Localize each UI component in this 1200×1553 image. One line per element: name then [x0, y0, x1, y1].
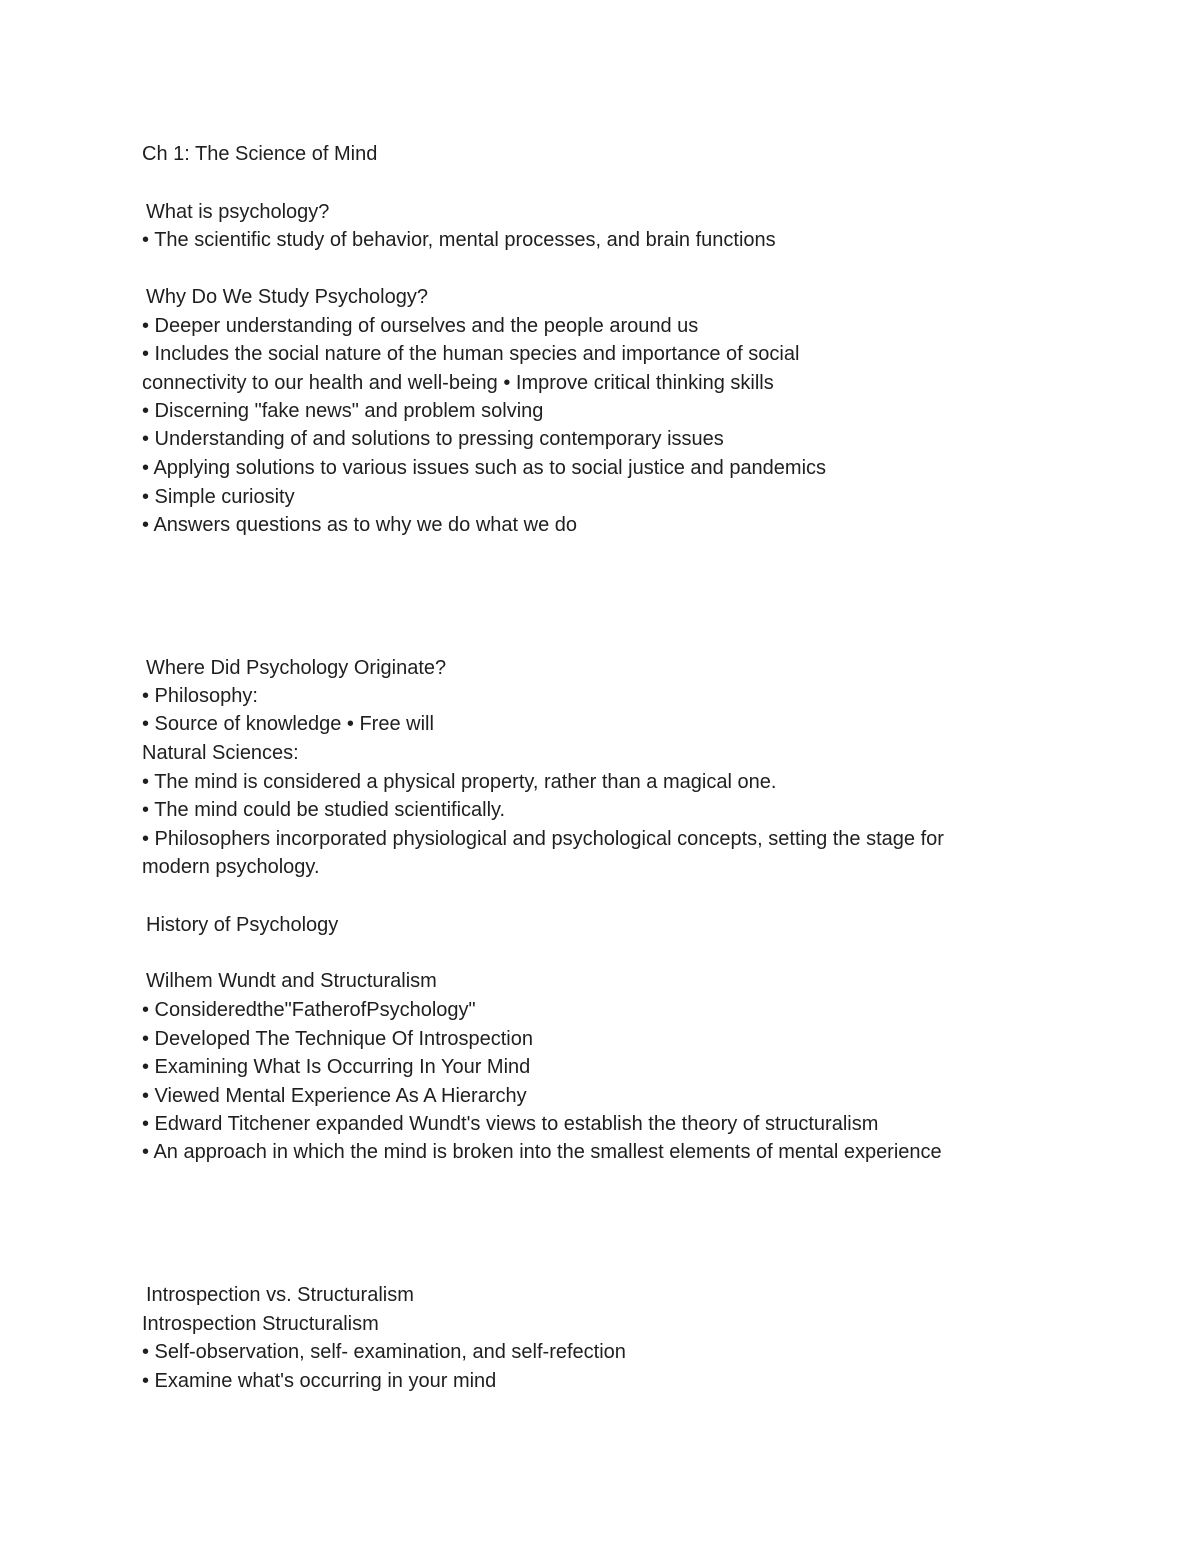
section-heading: Why Do We Study Psychology?: [146, 286, 428, 308]
bullet-line: • Edward Titchener expanded Wundt's views to establish the theory of structuralism: [142, 1113, 879, 1135]
bullet-line: • Examining What Is Occurring In Your Mind: [142, 1056, 531, 1078]
section-heading: Wilhem Wundt and Structuralism: [146, 970, 437, 992]
bullet-line: • The mind is considered a physical property, rather than a magical one.: [142, 771, 777, 793]
bullet-line: • Simple curiosity: [142, 486, 295, 508]
bullet-line: connectivity to our health and well-being • Improve critical thinking skills: [142, 372, 774, 394]
bullet-line: • Viewed Mental Experience As A Hierarchy: [142, 1085, 527, 1107]
bullet-line: • Philosophers incorporated physiological and psychological concepts, setting the stage for: [142, 828, 944, 850]
bullet-line: • Deeper understanding of ourselves and the people around us: [142, 315, 699, 337]
section-heading: What is psychology?: [146, 201, 330, 223]
bullet-line: • Answers questions as to why we do what we do: [142, 514, 578, 536]
section-heading: Where Did Psychology Originate?: [146, 657, 447, 679]
bullet-line: • Source of knowledge • Free will: [142, 713, 434, 735]
bullet-line: • The scientific study of behavior, mental processes, and brain functions: [142, 229, 776, 251]
bullet-line: • Applying solutions to various issues such as to social justice and pandemics: [142, 457, 827, 479]
bullet-line: • Consideredthe"FatherofPsychology": [142, 999, 476, 1021]
bullet-line: • Discerning "fake news" and problem solving: [142, 400, 544, 422]
subheading-line: Introspection Structuralism: [142, 1313, 379, 1335]
bullet-line: • Understanding of and solutions to pressing contemporary issues: [142, 428, 724, 450]
bullet-line: • Self-observation, self- examination, and self-refection: [142, 1341, 626, 1363]
bullet-line: • Philosophy:: [142, 685, 258, 707]
document-title: Ch 1: The Science of Mind: [142, 143, 378, 165]
section-heading: Introspection vs. Structuralism: [146, 1284, 414, 1306]
section-heading: History of Psychology: [146, 914, 339, 936]
bullet-line: • Examine what's occurring in your mind: [142, 1370, 497, 1392]
bullet-line: • Developed The Technique Of Introspection: [142, 1028, 533, 1050]
subheading-line: Natural Sciences:: [142, 742, 299, 764]
bullet-line: • The mind could be studied scientifically.: [142, 799, 506, 821]
bullet-line: • An approach in which the mind is broken into the smallest elements of mental experience: [142, 1141, 942, 1163]
bullet-line: modern psychology.: [142, 856, 320, 878]
bullet-line: • Includes the social nature of the human species and importance of social: [142, 343, 800, 365]
